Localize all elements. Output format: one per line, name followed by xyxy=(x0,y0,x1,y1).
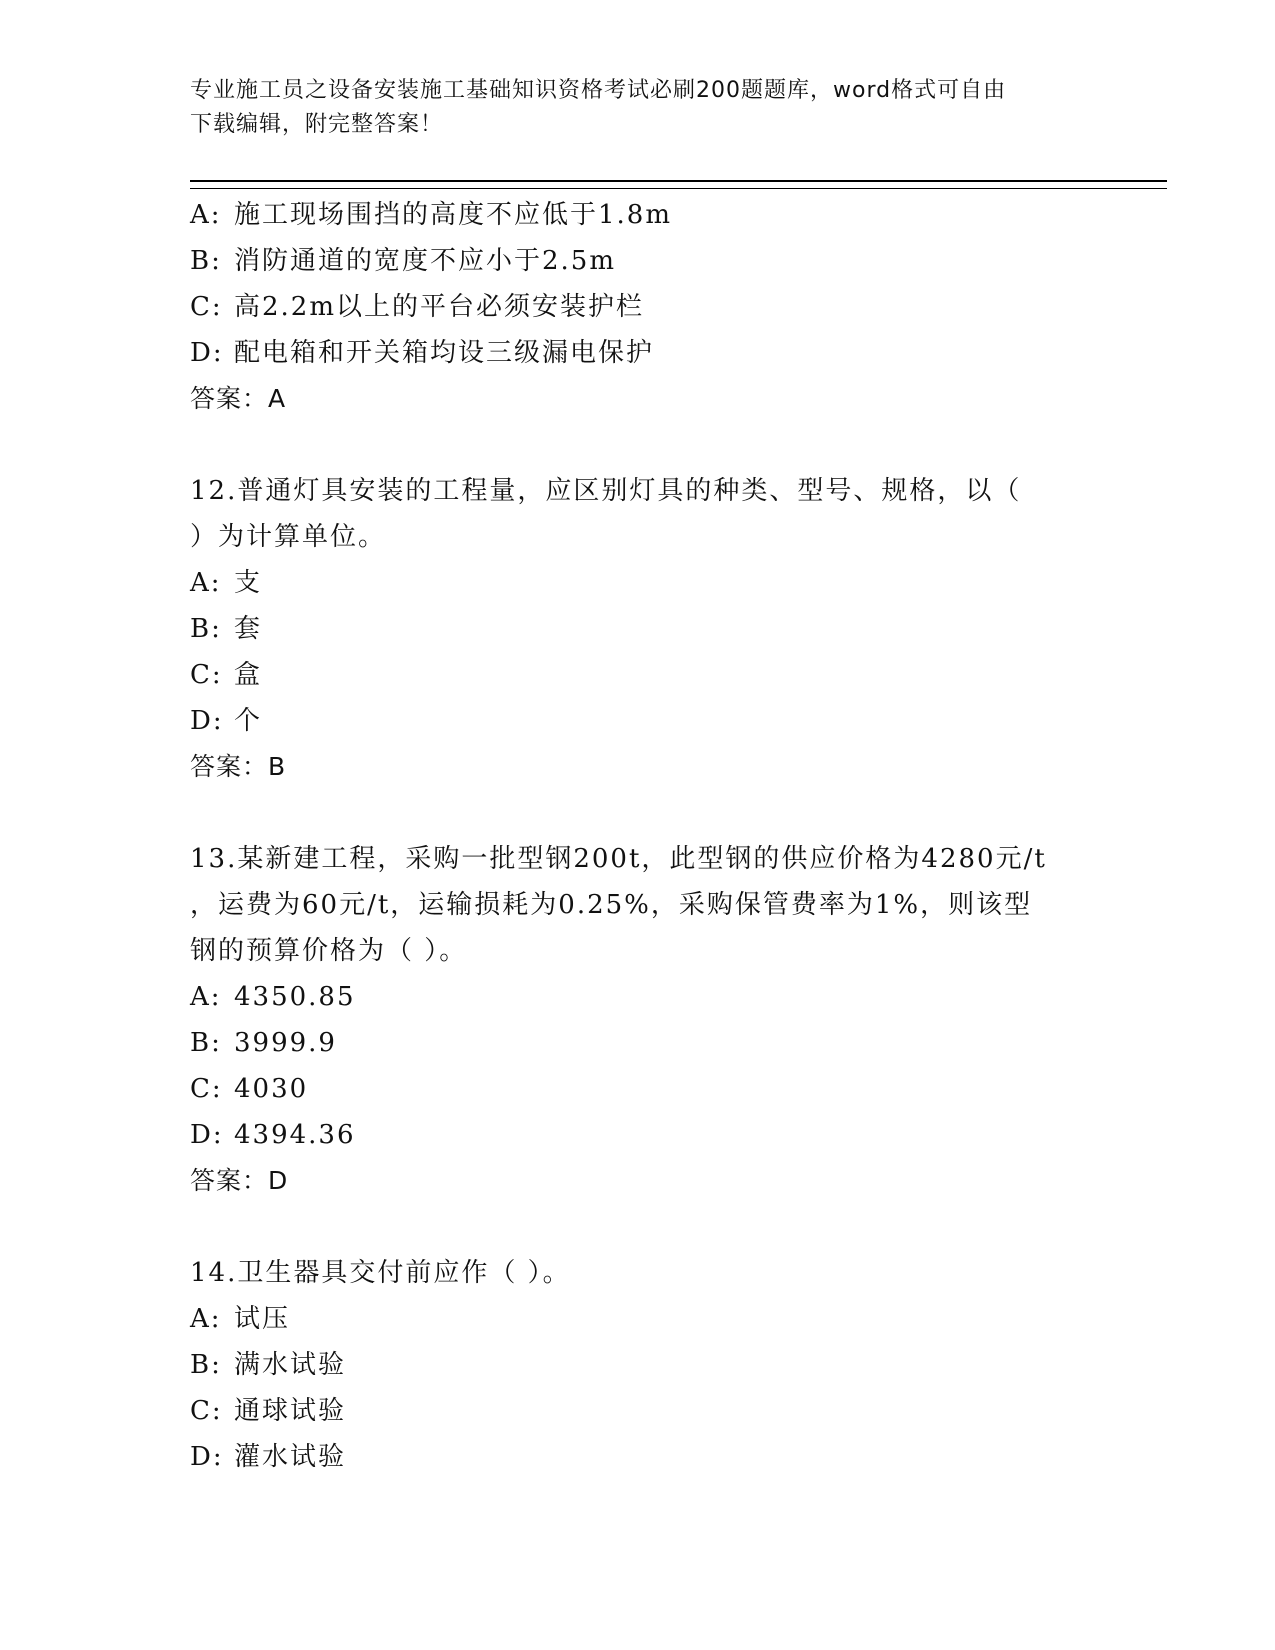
option-b xyxy=(190,1342,1090,1388)
option-label: A: xyxy=(190,568,222,598)
option-label: C: xyxy=(190,1396,223,1426)
option-text: 灌水试验 xyxy=(234,1442,347,1472)
question-13 xyxy=(190,836,1090,1204)
option-a xyxy=(190,1296,1090,1342)
option-label: B: xyxy=(190,1350,222,1380)
option-label: A: xyxy=(190,200,222,230)
question-stem-line: 钢的预算价格为（ ）。 xyxy=(190,936,468,966)
spacer xyxy=(190,1204,1090,1250)
option-c xyxy=(190,284,1090,330)
option-text: 3999.9 xyxy=(234,1028,337,1058)
option-text: 个 xyxy=(234,706,263,736)
option-label: D: xyxy=(190,1442,224,1472)
option-text: 4350.85 xyxy=(234,982,356,1012)
option-text: 支 xyxy=(234,568,263,598)
option-label: C: xyxy=(190,1074,223,1104)
option-d xyxy=(190,698,1090,744)
question-stem-line: 13.某新建工程，采购一批型钢200t，此型钢的供应价格为4280元/t xyxy=(190,844,1047,874)
question-14 xyxy=(190,1250,1090,1480)
option-text: 配电箱和开关箱均设三级漏电保护 xyxy=(234,338,655,368)
option-label: A: xyxy=(190,1304,222,1334)
option-label: B: xyxy=(190,1028,222,1058)
option-label: C: xyxy=(190,292,223,322)
option-label: B: xyxy=(190,614,222,644)
option-label: A: xyxy=(190,982,222,1012)
option-c xyxy=(190,1388,1090,1434)
question-stem-line: 14.卫生器具交付前应作（ ）。 xyxy=(190,1258,571,1288)
option-text: 施工现场围挡的高度不应低于1.8m xyxy=(234,200,673,230)
option-a xyxy=(190,192,1090,238)
option-b xyxy=(190,238,1090,284)
option-a xyxy=(190,974,1090,1020)
question-list xyxy=(190,192,1090,1480)
answer-line: 答案：A xyxy=(190,384,287,413)
option-text: 套 xyxy=(234,614,263,644)
header-title-line-1: 专业施工员之设备安装施工基础知识资格考试必刷200题题库，word格式可自由 xyxy=(190,78,1007,103)
option-text: 通球试验 xyxy=(234,1396,347,1426)
option-d xyxy=(190,1434,1090,1480)
option-text: 高2.2m以上的平台必须安装护栏 xyxy=(234,292,645,322)
option-text: 消防通道的宽度不应小于2.5m xyxy=(234,246,617,276)
header-title-line-2: 下载编辑，附完整答案！ xyxy=(190,112,444,137)
question-12 xyxy=(190,468,1090,790)
question-11 xyxy=(190,192,1090,422)
option-c xyxy=(190,1066,1090,1112)
option-a xyxy=(190,560,1090,606)
option-d xyxy=(190,1112,1090,1158)
question-stem-line: 12.普通灯具安装的工程量，应区别灯具的种类、型号、规格，以（ xyxy=(190,476,1022,506)
option-label: C: xyxy=(190,660,223,690)
option-text: 盒 xyxy=(234,660,263,690)
option-text: 试压 xyxy=(234,1304,291,1334)
spacer xyxy=(190,422,1090,468)
option-b xyxy=(190,1020,1090,1066)
option-label: D: xyxy=(190,706,224,736)
option-c xyxy=(190,652,1090,698)
answer-line: 答案：B xyxy=(190,752,287,781)
answer-line: 答案：D xyxy=(190,1166,289,1195)
option-label: D: xyxy=(190,1120,224,1150)
option-b xyxy=(190,606,1090,652)
spacer xyxy=(190,790,1090,836)
question-stem-line: ）为计算单位。 xyxy=(190,522,387,552)
document-header xyxy=(190,74,1070,142)
option-d xyxy=(190,330,1090,376)
question-stem-line: ，运费为60元/t，运输损耗为0.25%，采购保管费率为1%，则该型 xyxy=(190,890,1033,920)
option-text: 4394.36 xyxy=(234,1120,356,1150)
header-divider xyxy=(190,180,1167,189)
option-text: 满水试验 xyxy=(234,1350,347,1380)
option-label: B: xyxy=(190,246,222,276)
option-label: D: xyxy=(190,338,224,368)
option-text: 4030 xyxy=(234,1074,309,1104)
